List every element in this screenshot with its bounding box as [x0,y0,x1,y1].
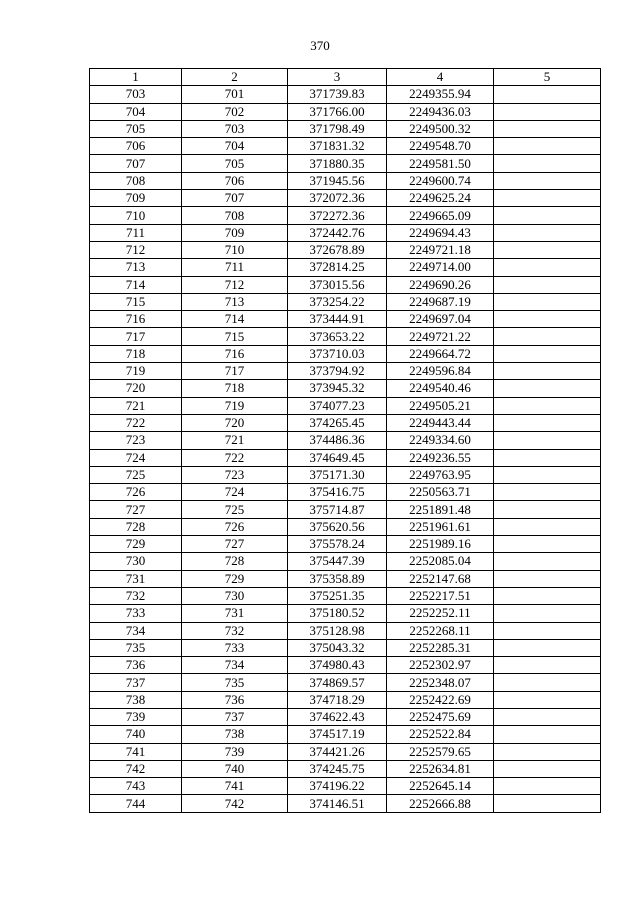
table-cell: 375578.24 [288,536,387,553]
table-cell: 2249763.95 [387,466,494,483]
table-cell: 372442.76 [288,224,387,241]
table-row [90,311,601,328]
table-cell: 374622.43 [288,708,387,725]
table-cell [494,466,601,483]
table-cell: 708 [90,172,182,189]
table-cell: 731 [182,605,288,622]
table-cell: 2249697.04 [387,311,494,328]
table-cell: 738 [182,726,288,743]
table-cell: 375180.52 [288,605,387,622]
table-cell: 716 [182,345,288,362]
table-cell: 703 [90,86,182,103]
table-cell: 716 [90,311,182,328]
table-row [90,190,601,207]
table-cell: 723 [90,432,182,449]
table-cell [494,760,601,777]
table-cell: 726 [182,518,288,535]
column-header: 5 [494,69,601,86]
table-cell: 720 [182,414,288,431]
table-cell: 729 [182,570,288,587]
table-row [90,501,601,518]
table-cell: 2252475.69 [387,708,494,725]
table-cell: 2252645.14 [387,778,494,795]
table-row [90,86,601,103]
table-cell: 733 [182,639,288,656]
table-cell: 2249581.50 [387,155,494,172]
table-cell: 2252579.65 [387,743,494,760]
table-cell: 371880.35 [288,155,387,172]
table-cell: 372072.36 [288,190,387,207]
table-cell: 708 [182,207,288,224]
table-row [90,363,601,380]
table-cell [494,691,601,708]
column-header: 4 [387,69,494,86]
table-cell: 744 [90,795,182,812]
table-cell: 2252085.04 [387,553,494,570]
table-cell: 713 [182,293,288,310]
table-cell: 374421.26 [288,743,387,760]
table-cell [494,553,601,570]
table-row [90,449,601,466]
table-cell: 741 [182,778,288,795]
table-cell [494,328,601,345]
table-row [90,553,601,570]
table-cell: 2249236.55 [387,449,494,466]
table-row [90,224,601,241]
table-cell: 373444.91 [288,311,387,328]
table-row [90,276,601,293]
table-row [90,380,601,397]
table-cell [494,639,601,656]
table-cell: 2252268.11 [387,622,494,639]
table-cell: 374245.75 [288,760,387,777]
table-cell: 712 [182,276,288,293]
table-cell: 709 [90,190,182,207]
table-cell: 709 [182,224,288,241]
table-cell: 371766.00 [288,103,387,120]
table-cell: 373254.22 [288,293,387,310]
table-cell: 2251961.61 [387,518,494,535]
table-cell [494,311,601,328]
table-cell: 726 [90,484,182,501]
table-cell: 740 [182,760,288,777]
table-cell: 736 [90,657,182,674]
table-cell: 701 [182,86,288,103]
table-cell [494,224,601,241]
table-cell: 707 [182,190,288,207]
table-cell: 719 [182,397,288,414]
table-cell: 372678.89 [288,241,387,258]
table-cell: 730 [90,553,182,570]
table-cell: 375620.56 [288,518,387,535]
coordinates-table [89,68,601,813]
table-cell [494,103,601,120]
table-cell: 373653.22 [288,328,387,345]
table-cell [494,380,601,397]
table-cell: 729 [90,536,182,553]
table-cell [494,241,601,258]
table-cell: 706 [90,138,182,155]
table-cell: 718 [182,380,288,397]
table-cell [494,86,601,103]
table-cell [494,276,601,293]
table-cell: 2249548.70 [387,138,494,155]
table-cell: 374718.29 [288,691,387,708]
table-row [90,587,601,604]
table-cell [494,743,601,760]
table-cell: 737 [90,674,182,691]
table-cell [494,587,601,604]
table-row [90,345,601,362]
table-row [90,241,601,258]
table-cell: 705 [90,120,182,137]
table-cell: 703 [182,120,288,137]
table-cell [494,795,601,812]
table-cell: 373794.92 [288,363,387,380]
table-cell: 373945.32 [288,380,387,397]
table-cell: 2249714.00 [387,259,494,276]
table-cell: 742 [182,795,288,812]
column-header: 1 [90,69,182,86]
column-header: 3 [288,69,387,86]
table-row [90,207,601,224]
table-cell: 717 [182,363,288,380]
table-cell: 2252634.81 [387,760,494,777]
table-cell [494,536,601,553]
table-cell [494,345,601,362]
table-cell [494,397,601,414]
table-cell: 2252285.31 [387,639,494,656]
table-row [90,674,601,691]
table-cell: 714 [182,311,288,328]
table-cell: 704 [182,138,288,155]
table-cell [494,259,601,276]
table-cell: 739 [182,743,288,760]
table-row [90,657,601,674]
table-cell [494,190,601,207]
table-cell: 722 [182,449,288,466]
table-cell: 742 [90,760,182,777]
table-cell: 2249721.18 [387,241,494,258]
table-cell: 2249694.43 [387,224,494,241]
table-row [90,414,601,431]
table-cell [494,674,601,691]
table-cell: 2252302.97 [387,657,494,674]
table-cell: 2252252.11 [387,605,494,622]
table-cell [494,138,601,155]
table-cell: 711 [90,224,182,241]
table-row [90,518,601,535]
table-cell: 371945.56 [288,172,387,189]
column-header: 2 [182,69,288,86]
table-row [90,622,601,639]
page-number: 370 [310,38,330,53]
table-row [90,172,601,189]
table-cell: 375358.89 [288,570,387,587]
table-cell [494,155,601,172]
table-cell [494,363,601,380]
table-cell: 715 [90,293,182,310]
table-cell [494,207,601,224]
table-cell: 374196.22 [288,778,387,795]
table-row [90,432,601,449]
table-cell: 710 [90,207,182,224]
table-row [90,103,601,120]
table-cell: 374146.51 [288,795,387,812]
table-cell: 2249625.24 [387,190,494,207]
table-cell [494,449,601,466]
table-cell: 733 [90,605,182,622]
table-cell: 374980.43 [288,657,387,674]
table-cell: 372272.36 [288,207,387,224]
table-cell: 727 [182,536,288,553]
table-cell: 720 [90,380,182,397]
table-cell: 375251.35 [288,587,387,604]
table-row [90,259,601,276]
table-cell: 373710.03 [288,345,387,362]
table-cell: 2249665.09 [387,207,494,224]
table-cell [494,518,601,535]
table-cell: 738 [90,691,182,708]
table-row [90,570,601,587]
table-cell: 2249505.21 [387,397,494,414]
table-cell: 730 [182,587,288,604]
table-cell: 2249436.03 [387,103,494,120]
table-cell: 721 [90,397,182,414]
table-cell: 731 [90,570,182,587]
table-cell [494,570,601,587]
table-cell: 732 [182,622,288,639]
table-cell [494,293,601,310]
table-cell: 371798.49 [288,120,387,137]
table-cell [494,657,601,674]
table-cell: 705 [182,155,288,172]
table-cell: 732 [90,587,182,604]
table-cell: 2252348.07 [387,674,494,691]
table-cell: 725 [90,466,182,483]
table-cell: 702 [182,103,288,120]
table-cell: 741 [90,743,182,760]
table-cell: 723 [182,466,288,483]
table-cell: 2250563.71 [387,484,494,501]
table-cell: 373015.56 [288,276,387,293]
table-cell: 721 [182,432,288,449]
table-cell: 711 [182,259,288,276]
table-cell [494,120,601,137]
table-cell: 375714.87 [288,501,387,518]
table-row [90,760,601,777]
table-cell: 375043.32 [288,639,387,656]
table-row [90,328,601,345]
table-cell: 374486.36 [288,432,387,449]
table-cell [494,414,601,431]
table-cell [494,726,601,743]
table-cell: 371831.32 [288,138,387,155]
table-cell: 728 [90,518,182,535]
table-row [90,778,601,795]
table-cell: 728 [182,553,288,570]
table-row [90,293,601,310]
table-cell: 712 [90,241,182,258]
table-cell: 724 [90,449,182,466]
table-cell: 736 [182,691,288,708]
table-cell: 740 [90,726,182,743]
table-row [90,743,601,760]
table-row [90,397,601,414]
table-cell: 2249690.26 [387,276,494,293]
table-cell: 735 [90,639,182,656]
table-row [90,691,601,708]
table-cell: 2252522.84 [387,726,494,743]
table-cell: 375447.39 [288,553,387,570]
table-row [90,605,601,622]
table-cell [494,605,601,622]
table-cell: 371739.83 [288,86,387,103]
table-row [90,536,601,553]
table-cell: 2252217.51 [387,587,494,604]
table-cell: 2252147.68 [387,570,494,587]
table-cell: 374265.45 [288,414,387,431]
table-cell: 374077.23 [288,397,387,414]
table-body [90,86,601,812]
table-cell: 724 [182,484,288,501]
table-row [90,138,601,155]
table-cell: 2249355.94 [387,86,494,103]
table-row [90,708,601,725]
table-row [90,120,601,137]
table-cell: 2249540.46 [387,380,494,397]
table-cell: 2249443.44 [387,414,494,431]
table-cell [494,432,601,449]
table-cell: 2252422.69 [387,691,494,708]
table-cell: 375416.75 [288,484,387,501]
table-cell: 737 [182,708,288,725]
table-cell: 372814.25 [288,259,387,276]
table-cell: 710 [182,241,288,258]
table-row [90,466,601,483]
table-cell: 2249687.19 [387,293,494,310]
table-cell: 739 [90,708,182,725]
table-cell: 2252666.88 [387,795,494,812]
table-cell: 743 [90,778,182,795]
table-cell [494,622,601,639]
table-cell: 2251989.16 [387,536,494,553]
table-cell: 725 [182,501,288,518]
table-cell: 2249334.60 [387,432,494,449]
table-cell: 375128.98 [288,622,387,639]
table-cell: 707 [90,155,182,172]
table-cell: 706 [182,172,288,189]
table-cell: 2249721.22 [387,328,494,345]
table-cell: 374649.45 [288,449,387,466]
table-cell: 704 [90,103,182,120]
table-cell: 735 [182,674,288,691]
table-row [90,639,601,656]
table-row [90,726,601,743]
table-cell: 714 [90,276,182,293]
table-cell [494,484,601,501]
table-cell: 713 [90,259,182,276]
table-cell: 718 [90,345,182,362]
table-cell: 727 [90,501,182,518]
table-cell: 722 [90,414,182,431]
table-cell [494,708,601,725]
table-cell: 2249600.74 [387,172,494,189]
table-cell: 717 [90,328,182,345]
table-cell: 734 [182,657,288,674]
table-cell: 375171.30 [288,466,387,483]
table-cell: 715 [182,328,288,345]
table-cell [494,501,601,518]
table-cell [494,172,601,189]
table-row [90,795,601,812]
table-cell: 734 [90,622,182,639]
table-cell: 2251891.48 [387,501,494,518]
table-cell: 374517.19 [288,726,387,743]
table-cell: 374869.57 [288,674,387,691]
table-row [90,155,601,172]
table-cell: 2249500.32 [387,120,494,137]
table-cell [494,778,601,795]
table-cell: 2249664.72 [387,345,494,362]
table-cell: 2249596.84 [387,363,494,380]
table-cell: 719 [90,363,182,380]
table-header-row [90,69,601,86]
table-row [90,484,601,501]
